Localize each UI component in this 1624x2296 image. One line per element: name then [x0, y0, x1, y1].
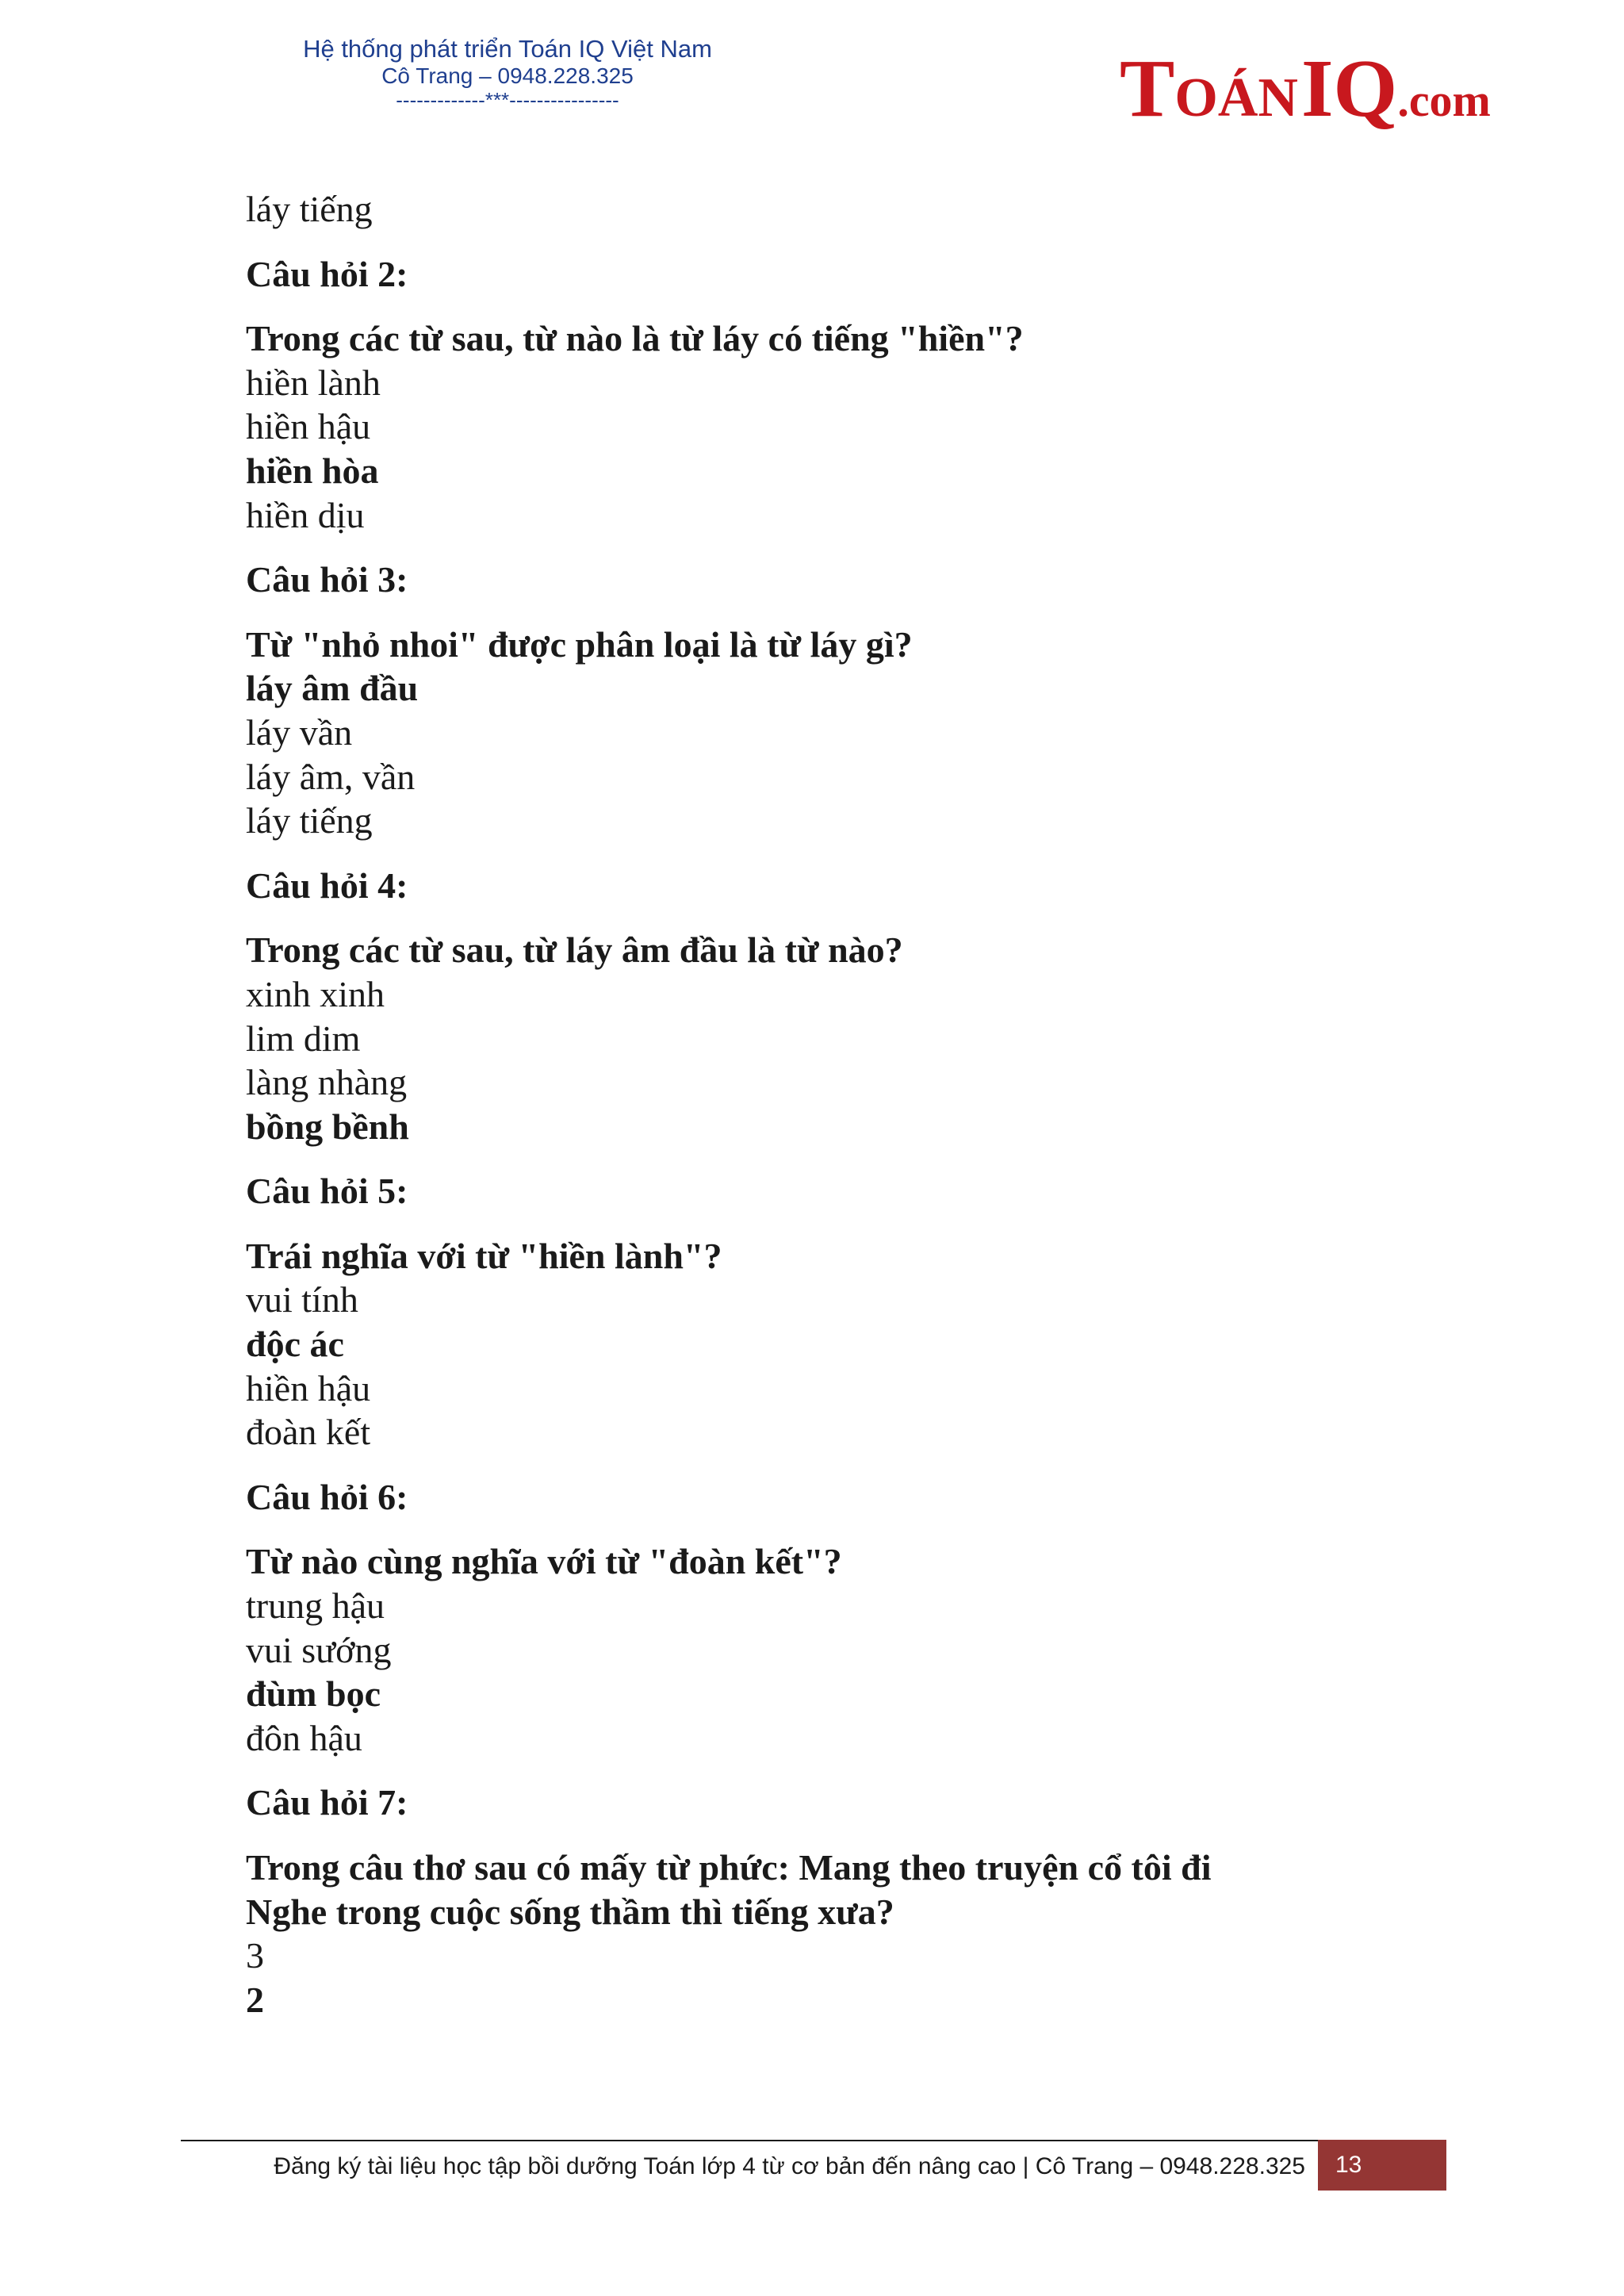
question-label: Câu hỏi 4:: [246, 864, 408, 906]
question-label: Câu hỏi 2:: [246, 253, 408, 294]
question-label: Câu hỏi 7:: [246, 1782, 408, 1823]
answer-option: hiền hậu: [246, 406, 371, 447]
answer-option: lim dim: [246, 1018, 361, 1059]
question-text: Từ nào cùng nghĩa với từ "đoàn kết"?: [246, 1541, 842, 1582]
answer-option: làng nhàng: [246, 1062, 408, 1103]
answer-option: 3: [246, 1935, 264, 1976]
answer-option: hiền lành: [246, 362, 381, 403]
quiz-content: [246, 187, 1435, 2022]
answer-option: láy vần: [246, 711, 353, 753]
answer-option: vui tính: [246, 1279, 358, 1320]
header-contact: Cô Trang – 0948.228.325: [381, 63, 634, 88]
answer-option: hiền hậu: [246, 1367, 371, 1409]
correct-answer-option: láy âm đầu: [246, 668, 419, 709]
answer-option: vui sướng: [246, 1629, 392, 1670]
page-number: 13: [1318, 2140, 1446, 2191]
toaniq-logo: TOÁN IQ.com: [1120, 43, 1491, 134]
answer-option: xinh xinh: [246, 973, 385, 1014]
answer-option: đôn hậu: [246, 1717, 362, 1758]
question-text: Trong câu thơ sau có mấy từ phức: Mang theo truyện cổ tôi đi: [246, 1847, 1212, 1888]
footer-text: Đăng ký tài liệu học tập bồi dưỡng Toán lớp 4 từ cơ bản đến nâng cao | Cô Trang – 0948.228.325: [274, 2153, 1305, 2179]
correct-answer-option: đùm bọc: [246, 1673, 381, 1715]
question-label: Câu hỏi 3:: [246, 559, 408, 600]
question-label: Câu hỏi 6:: [246, 1476, 408, 1517]
question-text: Trong các từ sau, từ nào là từ láy có tiếng "hiền"?: [246, 318, 1024, 359]
header-title: Hệ thống phát triển Toán IQ Việt Nam: [303, 35, 712, 63]
correct-answer-option: hiền hòa: [246, 450, 379, 491]
question-text: Trái nghĩa với từ "hiền lành"?: [246, 1235, 722, 1276]
footer-divider: [181, 2140, 1446, 2141]
header-info: [293, 35, 722, 111]
answer-option: láy âm, vần: [246, 756, 416, 797]
correct-answer-option: 2: [246, 1979, 264, 2020]
question-label: Câu hỏi 5:: [246, 1171, 408, 1212]
question-text: Từ "nhỏ nhoi" được phân loại là từ láy gì?: [246, 623, 913, 665]
previous-option: láy tiếng: [246, 189, 373, 229]
answer-option: đoàn kết: [246, 1412, 371, 1453]
answer-option: trung hậu: [246, 1585, 385, 1627]
correct-answer-option: bồng bềnh: [246, 1106, 409, 1147]
answer-option: hiền dịu: [246, 494, 365, 535]
header-divider: -------------***----------------: [396, 88, 619, 112]
correct-answer-option: độc ác: [246, 1324, 344, 1365]
question-text: Nghe trong cuộc sống thầm thì tiếng xưa?: [246, 1891, 894, 1932]
answer-option: láy tiếng: [246, 800, 373, 841]
question-text: Trong các từ sau, từ láy âm đầu là từ nào?: [246, 930, 903, 971]
